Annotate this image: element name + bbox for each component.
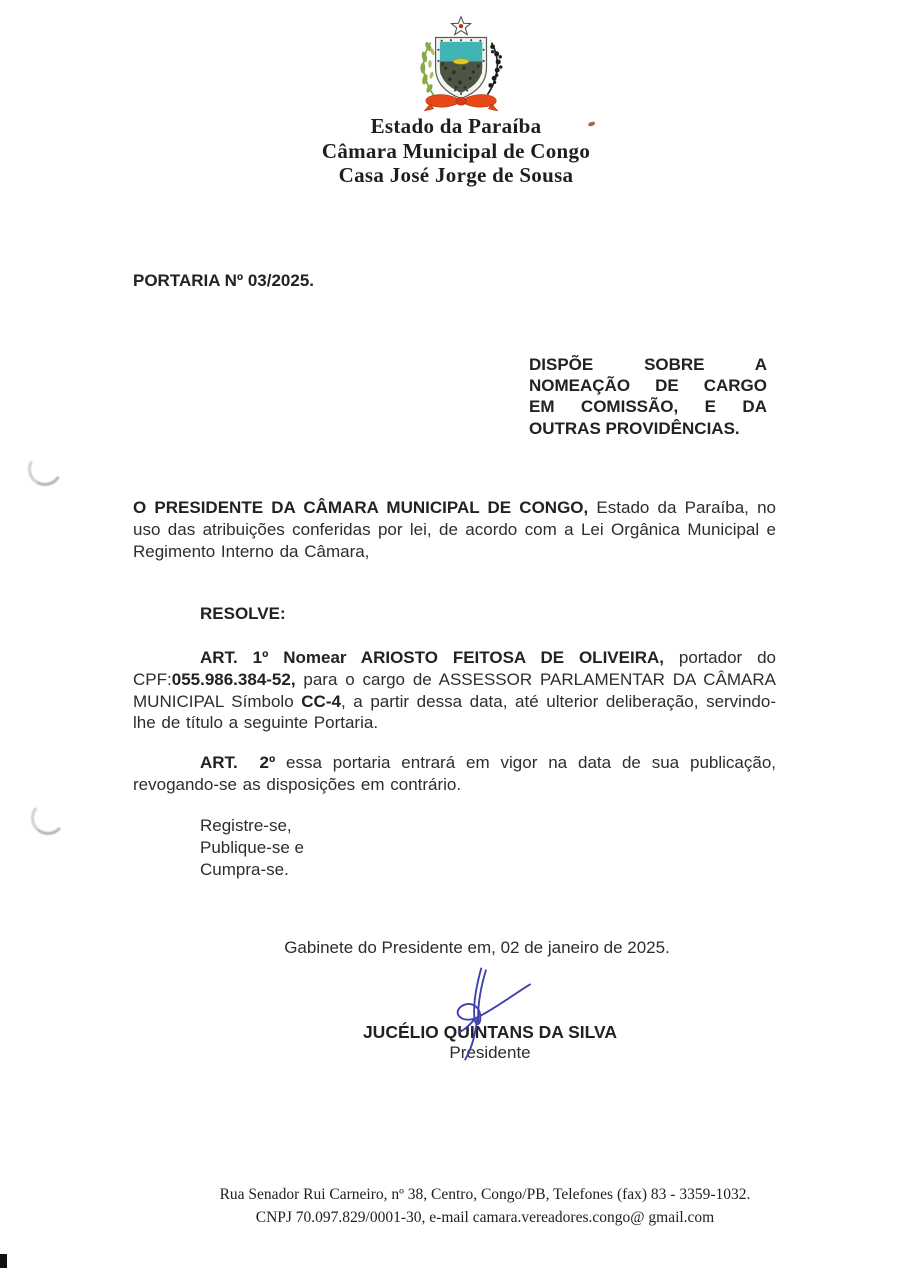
article-1-head: ART. 1º Nomear ARIOSTO FEITOSA DE OLIVEIRA, — [200, 648, 664, 667]
article-1-cpf: 055.986.384-52, — [171, 669, 296, 689]
letterhead-state: Estado da Paraíba — [370, 114, 542, 138]
article-1-symbol: CC-4 — [301, 691, 341, 711]
epigraph-line: NOMEAÇÃO DE CARGO — [529, 376, 767, 396]
article-2-head: ART. 2º — [200, 753, 276, 772]
letterhead-chamber: Câmara Municipal de Congo — [321, 138, 591, 163]
preamble-paragraph — [133, 497, 776, 562]
article-1-text: , a partir dessa data, até ulterior deliberação, servindo-lhe de título a seguinte Portaria. — [133, 691, 776, 733]
portaria-title: PORTARIA Nº 03/2025. — [133, 271, 314, 290]
signer-name: JUCÉLIO QUINTANS DA SILVA — [362, 1022, 618, 1042]
closing-line: Cumpra-se. — [200, 860, 289, 879]
letterhead-house: Casa José Jorge de Sousa — [338, 163, 574, 187]
footer-address: Rua Senador Rui Carneiro, nº 38, Centro, Congo/PB, Telefones (fax) 83 - 3359-1032. — [219, 1186, 751, 1203]
ribbon-icon — [424, 95, 497, 111]
epigraph-line: OUTRAS PROVIDÊNCIAS. — [529, 418, 740, 438]
signer-role: Presidente — [449, 1043, 531, 1062]
right-branch-icon — [488, 43, 503, 95]
article-1-text: para o cargo de ASSESSOR PARLAMENTAR DA CÂMARA MUNICIPAL Símbolo — [133, 669, 776, 711]
closing-formulas — [200, 815, 304, 881]
epigraph — [529, 354, 767, 439]
left-branch-icon — [420, 41, 435, 97]
article-2-paragraph — [133, 752, 776, 796]
date-line: Gabinete do Presidente em, 02 de janeiro de 2025. — [284, 938, 670, 957]
punch-hole-mark — [24, 448, 66, 490]
closing-line: Registre-se, — [200, 816, 292, 835]
epigraph-line: EM COMISSÃO, E DA — [529, 397, 767, 417]
punch-hole-mark — [30, 800, 67, 837]
article-2-text: essa portaria entrará em vigor na data de sua publicação, revogando-se as disposições em contrário. — [133, 753, 776, 794]
article-1-paragraph — [133, 647, 776, 734]
paraiba-coat-of-arms-icon — [403, 14, 515, 114]
footer-cnpj-email: CNPJ 70.097.829/0001-30, e-mail camara.vereadores.congo@ gmail.com — [255, 1208, 715, 1226]
footer — [0, 1184, 900, 1229]
letterhead — [0, 114, 900, 188]
handwritten-signature-ink — [423, 963, 545, 1065]
preamble-bold: O PRESIDENTE DA CÂMARA MUNICIPAL DE CONGO, — [133, 498, 589, 517]
preamble-text: Estado da Paraíba, no uso das atribuições conferidas por lei, de acordo com a Lei Orgânica Municipal e Regimento Interno da Câmara, — [133, 498, 777, 561]
closing-line: Publique-se e — [200, 838, 304, 857]
article-1-text: portador do CPF: — [133, 648, 776, 689]
scan-corner-mark — [0, 1254, 7, 1268]
epigraph-line: DISPÕE SOBRE A — [529, 355, 767, 374]
resolve-label: RESOLVE: — [200, 604, 286, 623]
